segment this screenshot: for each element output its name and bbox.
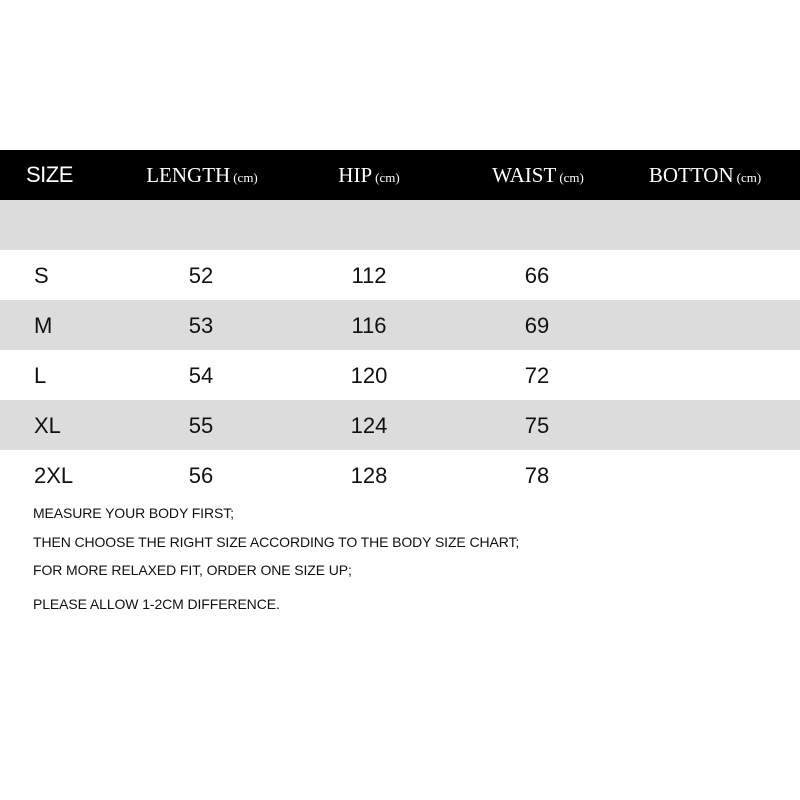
header-botton-unit: (cm) bbox=[736, 170, 762, 185]
header-hip bbox=[338, 150, 399, 200]
table-row bbox=[0, 400, 800, 450]
header-hip-label: HIP bbox=[338, 163, 373, 187]
table-row bbox=[0, 450, 800, 500]
table-row bbox=[0, 250, 800, 300]
header-botton bbox=[649, 150, 761, 200]
header-waist-label: WAIST bbox=[492, 163, 557, 187]
cell-length: 54 bbox=[188, 363, 214, 388]
header-hip-unit: (cm) bbox=[375, 170, 400, 185]
cell-hip: 124 bbox=[350, 413, 388, 438]
header-waist bbox=[492, 150, 584, 200]
cell-waist: 75 bbox=[524, 413, 550, 438]
cell-waist: 69 bbox=[524, 313, 550, 338]
cell-waist: 78 bbox=[524, 463, 550, 488]
header-waist-unit: (cm) bbox=[559, 170, 584, 185]
header-size: SIZE bbox=[26, 162, 73, 187]
header-botton-label: BOTTON bbox=[648, 163, 734, 187]
cell-size: M bbox=[34, 313, 53, 338]
cell-hip: 112 bbox=[351, 263, 387, 288]
header-length bbox=[146, 150, 258, 200]
cell-length: 56 bbox=[188, 463, 214, 488]
note-line: MEASURE YOUR BODY FIRST; bbox=[33, 505, 234, 521]
cell-size: L bbox=[34, 363, 47, 388]
size-table-header bbox=[0, 150, 800, 200]
cell-waist: 72 bbox=[524, 363, 550, 388]
table-row bbox=[0, 350, 800, 400]
header-length-label: LENGTH bbox=[146, 163, 231, 187]
note-line: THEN CHOOSE THE RIGHT SIZE ACCORDING TO THE BODY SIZE CHART; bbox=[33, 534, 520, 550]
note-line: PLEASE ALLOW 1-2CM DIFFERENCE. bbox=[33, 596, 280, 612]
cell-length: 53 bbox=[188, 313, 214, 338]
cell-hip: 120 bbox=[350, 363, 388, 388]
cell-size: 2XL bbox=[34, 463, 74, 488]
note-line: FOR MORE RELAXED FIT, ORDER ONE SIZE UP; bbox=[33, 562, 352, 578]
blank-band bbox=[0, 200, 800, 250]
table-row bbox=[0, 300, 800, 350]
cell-length: 52 bbox=[188, 263, 214, 288]
cell-hip: 128 bbox=[350, 463, 388, 488]
header-length-unit: (cm) bbox=[233, 170, 258, 185]
cell-size: S bbox=[34, 263, 49, 288]
cell-length: 55 bbox=[188, 413, 214, 438]
cell-waist: 66 bbox=[524, 263, 550, 288]
cell-hip: 116 bbox=[351, 313, 387, 338]
cell-size: XL bbox=[34, 413, 61, 438]
